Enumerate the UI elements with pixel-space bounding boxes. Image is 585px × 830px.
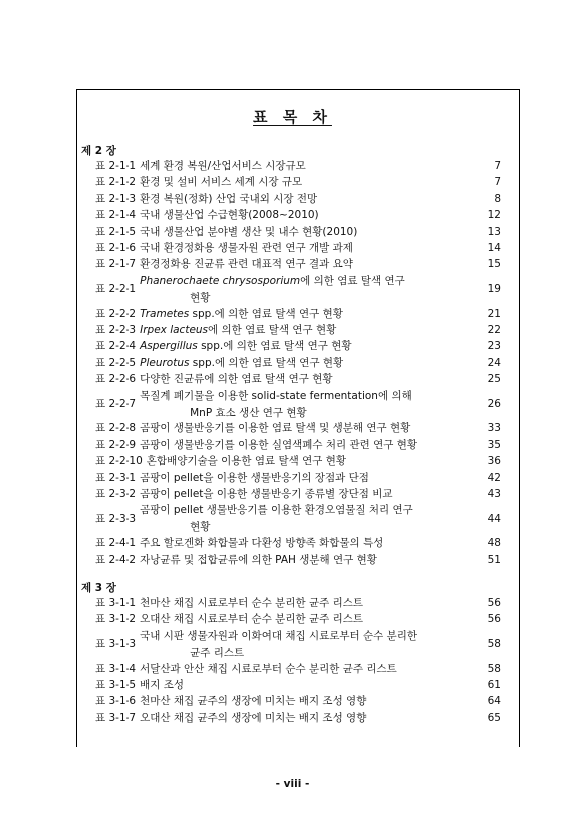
page-ref: 64 [487, 695, 501, 708]
page-ref: 22 [487, 324, 501, 336]
table-caption: 혼합배양기술을 이용한 염료 탈색 연구 현황 [146, 455, 347, 468]
table-caption: 주요 할로겐화 화합물과 다환성 방향족 화합물의 특성 [140, 537, 384, 550]
toc-entry[interactable] [95, 693, 501, 710]
table-number: 표 3-1-3 [95, 638, 137, 651]
table-caption: 국내 환경정화용 생물자원 관련 연구 개발 과제 [140, 242, 353, 254]
toc-entry[interactable] [95, 371, 501, 388]
table-caption: 천마산 채집 균주의 생장에 미치는 배지 조성 영향 [140, 695, 367, 708]
toc-entry[interactable] [95, 710, 501, 727]
toc-entry[interactable] [95, 273, 501, 307]
table-number: 표 2-2-3 [95, 324, 137, 336]
table-number: 표 2-1-6 [95, 242, 137, 254]
table-caption: 다양한 진균류에 의한 염료 탈색 연구 현황 [140, 373, 333, 386]
toc-entry[interactable] [95, 191, 501, 208]
table-number: 표 2-1-3 [95, 192, 137, 205]
toc-entry[interactable] [95, 306, 501, 323]
page-ref: 7 [494, 176, 501, 189]
table-caption: 오대산 채집 균주의 생장에 미치는 배지 조성 영향 [140, 711, 367, 724]
table-number: 표 3-1-2 [95, 613, 137, 626]
chapter-heading: 제 2 장 [81, 145, 116, 157]
table-caption: Phanerochaete chrysosporium에 의한 염료 탈색 연구 현황 [136, 273, 477, 307]
table-caption: 서달산과 안산 채집 시료로부터 순수 분리한 균주 리스트 [140, 662, 397, 675]
table-number: 표 2-3-1 [95, 471, 137, 484]
toc-entry[interactable] [95, 158, 501, 175]
table-caption: 곰팡이 pellet을 이용한 생물반응기의 장점과 단점 [140, 471, 369, 484]
caption-continuation: 현황 [190, 521, 211, 534]
table-number: 표 2-3-3 [95, 512, 137, 525]
table-caption: 국내 생물산업 분야별 생산 및 내수 현황(2010) [140, 225, 358, 238]
table-caption: 환경정화용 진균류 관련 대표적 연구 결과 요약 [140, 258, 353, 271]
page-ref: 58 [487, 638, 501, 651]
page-ref: 44 [487, 512, 501, 525]
table-number: 표 2-1-4 [95, 209, 137, 222]
toc-entry[interactable] [95, 661, 501, 678]
page-ref: 35 [487, 438, 501, 451]
toc-entry[interactable] [95, 355, 501, 372]
page-ref: 58 [487, 662, 501, 675]
page-ref: 12 [487, 209, 501, 222]
table-caption: 오대산 채집 시료로부터 순수 분리한 균주 리스트 [140, 613, 363, 626]
caption-continuation: MnP 효소 생산 연구 현황 [190, 406, 307, 419]
table-number: 표 2-2-2 [95, 307, 137, 320]
table-number: 표 2-3-2 [95, 488, 137, 500]
table-caption: 국내 시판 생물자원과 이화여대 채집 시료로부터 순수 분리한 균주 리스트 [136, 628, 477, 662]
page-ref: 36 [487, 455, 501, 468]
page-ref: 56 [487, 613, 501, 626]
page-ref: 15 [487, 258, 501, 271]
page-ref: 14 [487, 242, 501, 254]
table-caption: 환경 복원(정화) 산업 국내외 시장 전망 [140, 192, 318, 205]
page-title: 표 목 차 [253, 108, 332, 126]
table-caption: 천마산 채집 시료로부터 순수 분리한 균주 리스트 [140, 597, 363, 609]
table-number: 표 2-1-7 [95, 258, 137, 271]
toc-entry[interactable] [95, 224, 501, 241]
table-number: 표 2-2-9 [95, 438, 137, 451]
table-caption: Pleurotus spp.에 의한 염료 탈색 연구 현황 [140, 356, 344, 369]
toc-entry[interactable] [95, 453, 501, 470]
table-caption: 세계 환경 복원/산업서비스 시장규모 [140, 160, 306, 172]
toc-entry[interactable] [95, 207, 501, 224]
page-ref: 23 [487, 340, 501, 353]
toc-entry[interactable] [95, 240, 501, 257]
table-caption: 자낭균류 및 접합균류에 의한 PAH 생분해 연구 현황 [140, 553, 377, 566]
toc-entry[interactable] [95, 628, 501, 662]
table-caption: 목질계 폐기물을 이용한 solid-state fermentation에 의해 MnP 효소 생산 연구 현황 [136, 388, 477, 422]
table-number: 표 2-2-7 [95, 398, 137, 411]
table-number: 표 2-4-2 [95, 553, 137, 566]
toc-entry[interactable] [95, 502, 501, 536]
toc-entry[interactable] [95, 420, 501, 437]
table-number: 표 2-2-10 [95, 455, 143, 468]
table-caption: 곰팡이 생물반응기를 이용한 실염색폐수 처리 관련 연구 현황 [140, 438, 418, 451]
caption-continuation: 균주 리스트 [190, 646, 245, 659]
table-number: 표 3-1-6 [95, 695, 137, 708]
toc-entry[interactable] [95, 552, 501, 569]
page-ref: 61 [487, 679, 501, 691]
toc-entry[interactable] [95, 437, 501, 454]
page-ref: 48 [487, 537, 501, 550]
table-caption: 국내 생물산업 수급현황(2008~2010) [140, 209, 319, 222]
page-ref: 33 [487, 422, 501, 435]
toc-entry[interactable] [95, 388, 501, 422]
toc-entry[interactable] [95, 595, 501, 612]
table-caption: 배지 조성 [140, 679, 185, 691]
page-ref: 42 [487, 471, 501, 484]
page-ref: 21 [487, 307, 501, 320]
page-ref: 19 [487, 283, 501, 296]
table-number: 표 2-1-5 [95, 225, 137, 238]
table-number: 표 2-2-4 [95, 340, 137, 353]
table-number: 표 3-1-1 [95, 597, 137, 609]
toc-entry[interactable] [95, 470, 501, 487]
page-ref: 24 [487, 356, 501, 369]
table-caption: Trametes spp.에 의한 염료 탈색 연구 현황 [140, 307, 343, 320]
page-ref: 51 [487, 553, 501, 566]
toc-entry[interactable] [95, 535, 501, 552]
toc-entry[interactable] [95, 486, 501, 503]
table-number: 표 2-2-8 [95, 422, 137, 435]
toc-entry[interactable] [95, 338, 501, 355]
table-number: 표 3-1-4 [95, 662, 137, 675]
page-ref: 43 [487, 488, 501, 500]
page-ref: 56 [487, 597, 501, 609]
page-ref: 7 [494, 160, 501, 172]
table-number: 표 2-2-6 [95, 373, 137, 386]
table-caption: Irpex lacteus에 의한 염료 탈색 연구 현황 [140, 324, 337, 336]
page-ref: 26 [487, 398, 501, 411]
caption-continuation: 현황 [190, 291, 211, 304]
table-number: 표 2-2-1 [95, 283, 137, 296]
table-caption: 곰팡이 생물반응기를 이용한 염료 탈색 및 생분해 연구 현황 [140, 422, 411, 435]
table-number: 표 3-1-7 [95, 711, 137, 724]
page-number: - viii - [275, 778, 310, 790]
table-caption: 곰팡이 pellet을 이용한 생물반응기 종류별 장단점 비교 [140, 488, 393, 500]
page-ref: 25 [487, 373, 501, 386]
toc-entry[interactable] [95, 322, 501, 339]
table-number: 표 2-1-1 [95, 160, 137, 172]
page-ref: 65 [487, 711, 501, 724]
table-caption: 환경 및 설비 서비스 세계 시장 규모 [140, 176, 303, 189]
page-ref: 8 [494, 192, 501, 205]
table-number: 표 2-2-5 [95, 356, 137, 369]
table-caption: 곰팡이 pellet 생물반응기를 이용한 환경오염물질 처리 연구 현황 [136, 502, 477, 536]
toc-entry[interactable] [95, 611, 501, 628]
table-number: 표 2-4-1 [95, 537, 137, 550]
chapter-heading: 제 3 장 [81, 582, 116, 594]
toc-entry[interactable] [95, 256, 501, 273]
table-caption: Aspergillus spp.에 의한 염료 탈색 연구 현황 [140, 340, 352, 353]
toc-entry[interactable] [95, 677, 501, 694]
toc-entry[interactable] [95, 174, 501, 191]
table-number: 표 2-1-2 [95, 176, 137, 189]
table-number: 표 3-1-5 [95, 679, 137, 691]
page-ref: 13 [487, 225, 501, 238]
